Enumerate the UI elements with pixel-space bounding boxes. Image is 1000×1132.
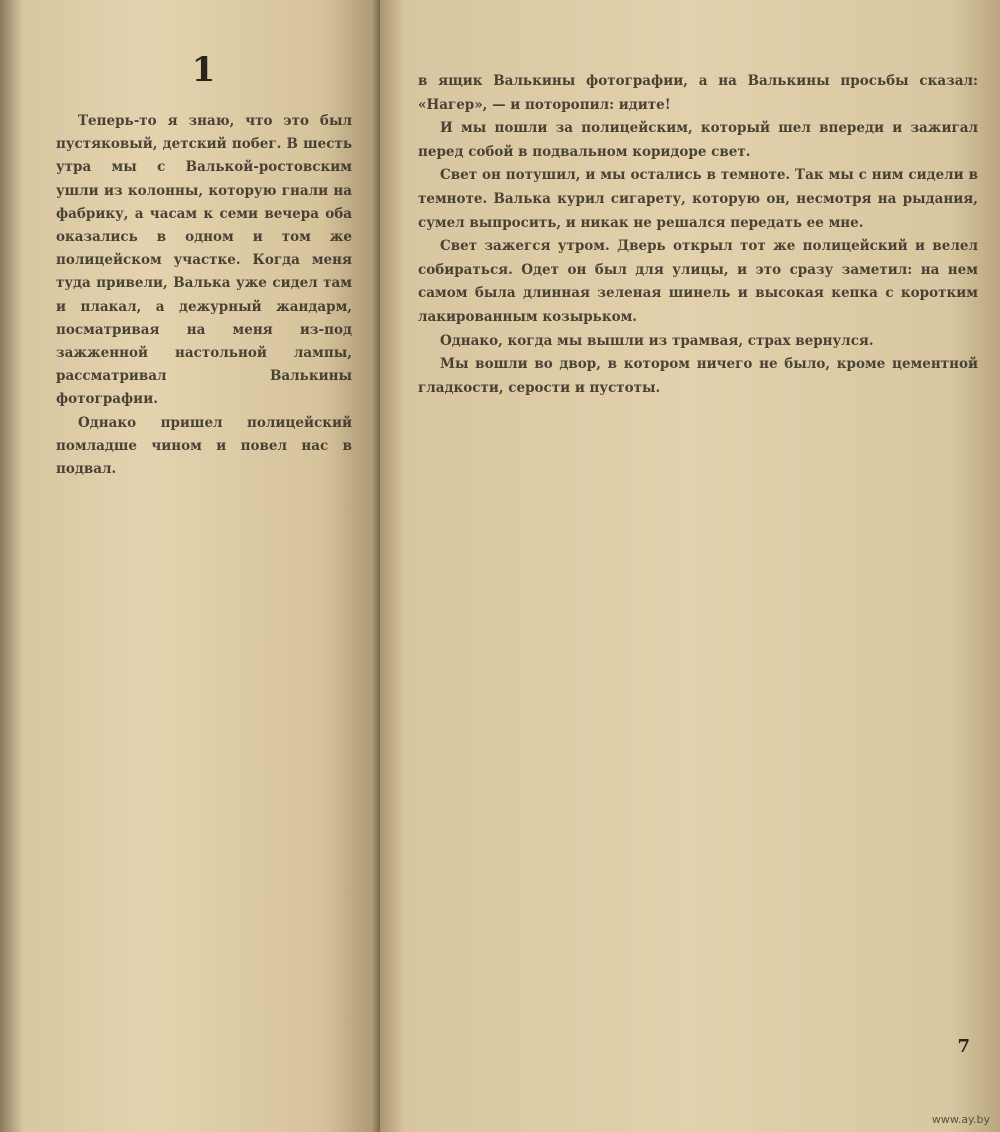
paragraph: Свет зажегся утром. Дверь открыл тот же полицейский и велел собираться. Одет он был для улицы, и это сразу заметил: на нем самом была длинная зеленая шинель и высокая кепка с коротким лакированным козырьком.	[418, 238, 978, 325]
left-page	[0, 0, 380, 1132]
paragraph: Теперь-то я знаю, что это был пустяковый, детский побег. В шесть утра мы с Валькой-ростовским ушли из колонны, которую гнали на фабрику, а часам к семи вечера оба оказались в одном и том же полицейском участке. Когда меня туда привели, Валька уже сидел там и плакал, а дежурный жандарм, посматривая на меня из-под зажженной настольной лампы, рассматривал Валькины фотографии.	[56, 113, 352, 408]
page-number: 7	[957, 1036, 970, 1057]
right-page-text	[418, 70, 978, 400]
paragraph: И мы пошли за полицейским, который шел впереди и зажигал перед собой в подвальном коридоре свет.	[418, 120, 978, 160]
chapter-number: 1	[191, 50, 217, 90]
paragraph: Однако, когда мы вышли из трамвая, страх вернулся.	[440, 332, 874, 349]
paragraph: в ящик Валькины фотографии, а на Валькины просьбы сказал: «Нагер», — и поторопил: идите!	[418, 73, 978, 113]
paragraph: Мы вошли во двор, в котором ничего не было, кроме цементной гладкости, серости и пустоты.	[418, 356, 978, 396]
left-page-text	[56, 110, 352, 481]
watermark: www.ay.by	[931, 1113, 990, 1126]
paragraph: Свет он потушил, и мы остались в темноте. Так мы с ним сидели в темноте. Валька курил сигарету, которую он, несмотря на рыдания, сумел выпросить, и никак не решался передать ее мне.	[418, 167, 978, 231]
right-page	[380, 0, 1000, 1132]
paragraph: Однако пришел полицейский помладше чином и повел нас в подвал.	[56, 414, 352, 478]
